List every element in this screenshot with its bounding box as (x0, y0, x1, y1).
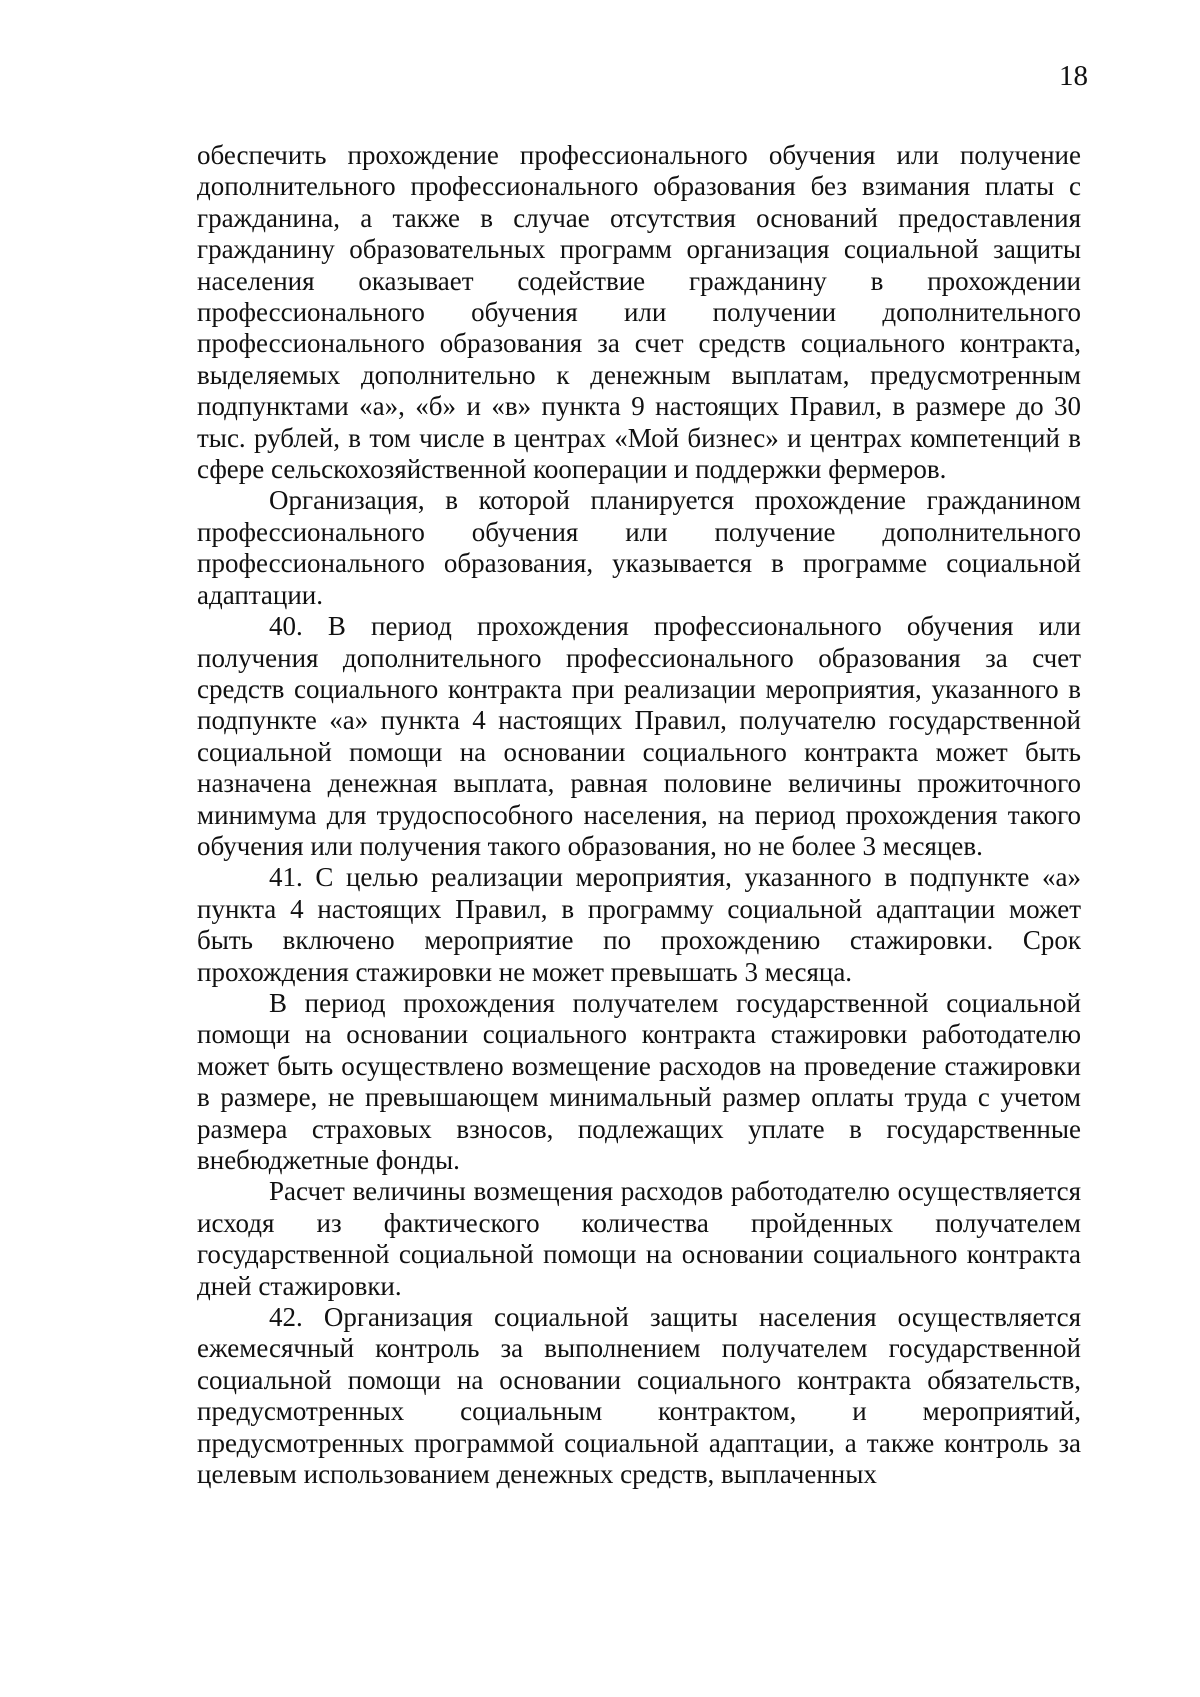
paragraph-item-42: 42. Организация социальной защиты населения осуществляется ежемесячный контроль за выполнением получателем государственной социальной помощи на основании социального контракта обязательств, предусмотренных социальным контрактом, и мероприятий, предусмотренных программой социальной адаптации, а также контроль за целевым использованием денежных средств, выплаченных (197, 1302, 1081, 1490)
paragraph-organization: Организация, в которой планируется прохождение гражданином профессионального обучения или получение дополнительного профессионального образования, указывается в программе социальной адаптации. (197, 485, 1081, 610)
paragraph-compensation-calculation: Расчет величины возмещения расходов работодателю осуществляется исходя из фактического количества пройденных получателем государственной социальной помощи на основании социального контракта дней стажировки. (197, 1176, 1081, 1301)
paragraph-item-40: 40. В период прохождения профессионального обучения или получения дополнительного профессионального образования за счет средств социального контракта при реализации мероприятия, указанного в подпункте «а» пункта 4 настоящих Правил, получателю государственной социальной помощи на основании социального контракта может быть назначена денежная выплата, равная половине величины прожиточного минимума для трудоспособного населения, на период прохождения такого обучения или получения такого образования, но не более 3 месяцев. (197, 611, 1081, 861)
page-number: 18 (1059, 60, 1088, 92)
paragraph-continuation: обеспечить прохождение профессионального обучения или получение дополнительного профессионального образования без взимания платы с гражданина, а также в случае отсутствия оснований предоставления гражданину образовательных программ организация социальной защиты населения оказывает содействие гражданину в прохождении профессионального обучения или получении дополнительного профессионального образования за счет средств социального контракта, выделяемых дополнительно к денежным выплатам, предусмотренным подпунктами «а», «б» и «в» пункта 9 настоящих Правил, в размере до 30 тыс. рублей, в том числе в центрах «Мой бизнес» и центрах компетенций в сфере сельскохозяйственной кооперации и поддержки фермеров. (197, 140, 1081, 485)
paragraph-internship-compensation: В период прохождения получателем государственной социальной помощи на основании социального контракта стажировки работодателю может быть осуществлено возмещение расходов на проведение стажировки в размере, не превышающем минимальный размер оплаты труда с учетом размера страховых взносов, подлежащих уплате в государственные внебюджетные фонды. (197, 987, 1081, 1175)
paragraph-item-41: 41. С целью реализации мероприятия, указанного в подпункте «а» пункта 4 настоящих Правил, в программу социальной адаптации может быть включено мероприятие по прохождению стажировки. Срок прохождения стажировки не может превышать 3 месяца. (197, 862, 1081, 987)
document-body (197, 140, 1081, 1490)
